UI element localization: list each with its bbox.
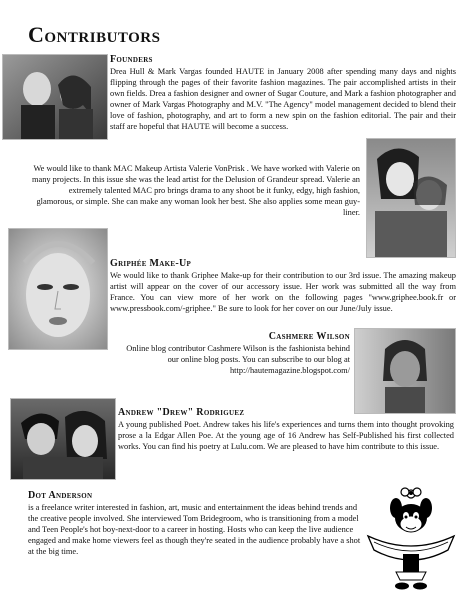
cashmere-heading: Cashmere Wilson (268, 331, 350, 342)
dot-text: is a freelance writer interested in fashion, art, music and entertainment the ideas behind trends and the creative people involved. She interviewed Tom Bridegroom, who is transitioning from a model and Teen People's hot boy-next-door to a career in hosting. Hosts who can keep the live audience engaged and make home viewers feel as though they're seated in the audience probably have a shot at the big time. (28, 503, 361, 557)
founders-heading: Founders (110, 54, 153, 65)
cashmere-text: Online blog contributor Cashmere Wilson is the fashionista behind our online blog posts. You can subscribe to our blog at http://hautemagazine.blogspot.com/ (126, 344, 350, 376)
cartoon-character-illustration (366, 484, 456, 590)
page-title: Contributors (28, 22, 161, 47)
valerie-text: We would like to thank MAC Makeup Artista Valerie VonPrisk . We have worked with Valerie on many projects. In this issue she was the lead artist for the Delusion of Grandeur spread. Valerie an extremely talented MAC pro brings drama to any shoot be it funky, edgy, high fashion, glamorous, or simple. She can make any woman look her best. She also applies some mean guy-liner. (31, 164, 360, 218)
dot-heading: Dot Anderson (28, 490, 93, 501)
founders-photo (2, 54, 108, 140)
griphee-heading: Griphée Make-Up (110, 258, 192, 269)
cashmere-photo (354, 328, 456, 414)
andrew-text: A young published Poet. Andrew takes his life's experiences and turns them into thought provoking prose a la Edgar Allen Poe. At the young age of 16 Andrew has Self-Published his first collected works. You can find his poetry at Lulu.com. We are pleased to have him contribute to this issue. (118, 420, 454, 452)
andrew-heading: Andrew "Drew" Rodriguez (118, 407, 245, 418)
founders-text: Drea Hull & Mark Vargas founded HAUTE in January 2008 after spending many days and nights flipping through the pages of their favorite fashion magazines. The pair accomplished artists in their own fields. Drea a fashion designer and owner of Sugar Couture, and Mark a fashion photographer and owner of Mark Vargas Photography and M.V. "The Agency" model management decided to blend their love of fashion, photography, and art to form a new spin on the fashion editorial. The pair and their staff are hopeful that HAUTE will become a success. (110, 67, 456, 132)
griphee-photo (8, 228, 108, 350)
andrew-photo (10, 398, 116, 480)
valerie-photo (366, 138, 456, 258)
griphee-text: We would like to thank Griphee Make-up for their contribution to our 3rd issue. The amazing makeup artist will appear on the cover of our accessory issue. Her work was submitted all the way from France. You can view more of her work on the following pages "www.griphee.book.fr or www.pressbook.com/-griphee." Be sure to look for her cover on our June/July issue. (110, 271, 456, 314)
